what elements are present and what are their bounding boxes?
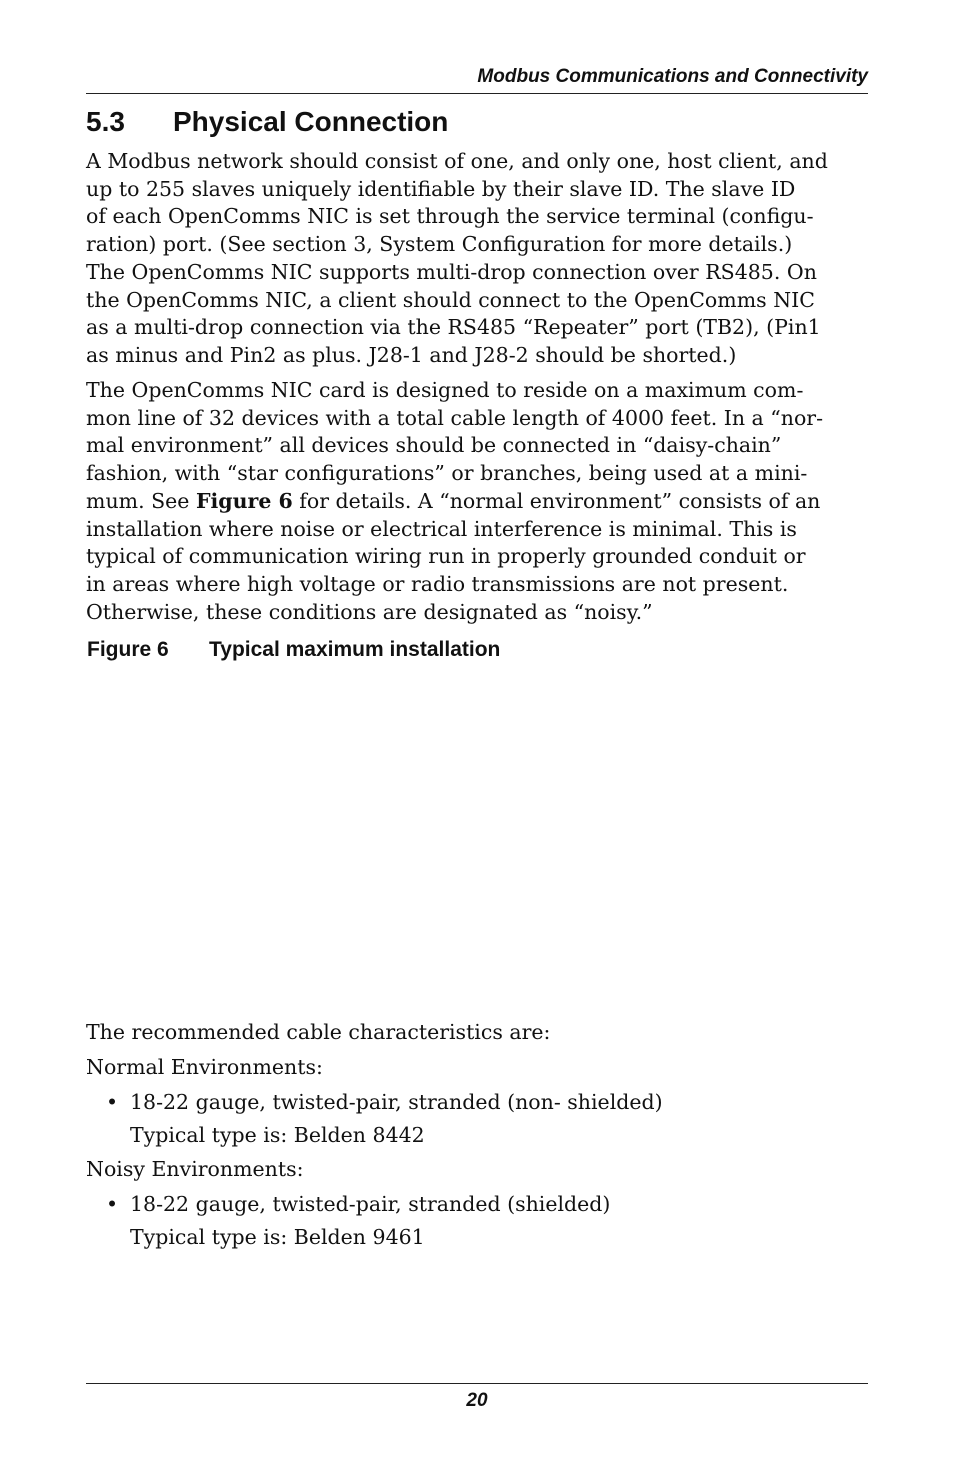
paragraph-line: mal environment” all devices should be connected in “daisy-chain” [86,433,782,458]
figure-caption [87,638,500,662]
bullet-icon: • [106,1090,119,1114]
paragraph-line: mon line of 32 devices with a total cable length of 4000 feet. In a “nor- [86,405,824,430]
paragraph-line: The OpenComms NIC supports multi-drop connection over RS485. On [86,259,817,284]
footer-rule [86,1383,868,1384]
paragraph-line: in areas where high voltage or radio transmissions are not present. [86,571,789,596]
running-header: Modbus Communications and Connectivity [477,66,868,87]
paragraph-line: ration) port. (See section 3, System Configuration for more details.) [86,232,793,257]
paragraph-line: installation where noise or electrical interference is minimal. This is [86,516,797,541]
paragraph-installation [86,377,868,626]
section-heading [86,106,448,138]
section-title: Physical Connection [173,106,449,137]
paragraph-line: fashion, with “star configurations” or branches, being used at a mini- [86,461,808,486]
normal-environments-heading: Normal Environments: [86,1055,323,1079]
ref-prefix: mum. See [86,488,196,513]
paragraph-line: of each OpenComms NIC is set through the service terminal (configu- [86,204,814,229]
paragraph-line [86,488,868,516]
paragraph-line: Otherwise, these conditions are designated as “noisy.” [86,599,653,624]
paragraph-line: The OpenComms NIC card is designed to reside on a maximum com- [86,378,804,402]
figure-title: Typical maximum installation [209,638,501,661]
list-item [106,1192,610,1216]
cable-intro: The recommended cable characteristics are: [86,1020,551,1044]
paragraph-line: typical of communication wiring run in properly grounded conduit or [86,544,806,569]
figure-reference: Figure 6 [195,488,293,513]
ref-suffix: for details. A “normal environment” consists of an [292,488,821,513]
paragraph-line: as a multi-drop connection via the RS485 “Repeater” port (TB2), (Pin1 [86,315,821,340]
noisy-cable-type: Typical type is: Belden 9461 [130,1225,425,1249]
noisy-environments-heading: Noisy Environments: [86,1157,304,1181]
paragraph-line: the OpenComms NIC, a client should connect to the OpenComms NIC [86,287,815,312]
list-item [106,1090,663,1114]
figure-number: Figure 6 [87,638,169,661]
figure-placeholder [86,672,868,1012]
bullet-icon: • [106,1192,119,1216]
paragraph-line: as minus and Pin2 as plus. J28-1 and J28-2 should be shorted.) [86,342,737,367]
page-number: 20 [466,1390,488,1411]
paragraph-line: A Modbus network should consist of one, and only one, host client, and [86,149,828,173]
list-item-text: 18-22 gauge, twisted-pair, stranded (non- shielded) [130,1090,663,1114]
section-number: 5.3 [86,106,125,137]
normal-cable-type: Typical type is: Belden 8442 [130,1123,425,1147]
paragraph-physical-connection [86,148,868,370]
paragraph-line: up to 255 slaves uniquely identifiable by their slave ID. The slave ID [86,176,796,201]
header-rule [86,93,868,94]
list-item-text: 18-22 gauge, twisted-pair, stranded (shielded) [130,1192,611,1216]
